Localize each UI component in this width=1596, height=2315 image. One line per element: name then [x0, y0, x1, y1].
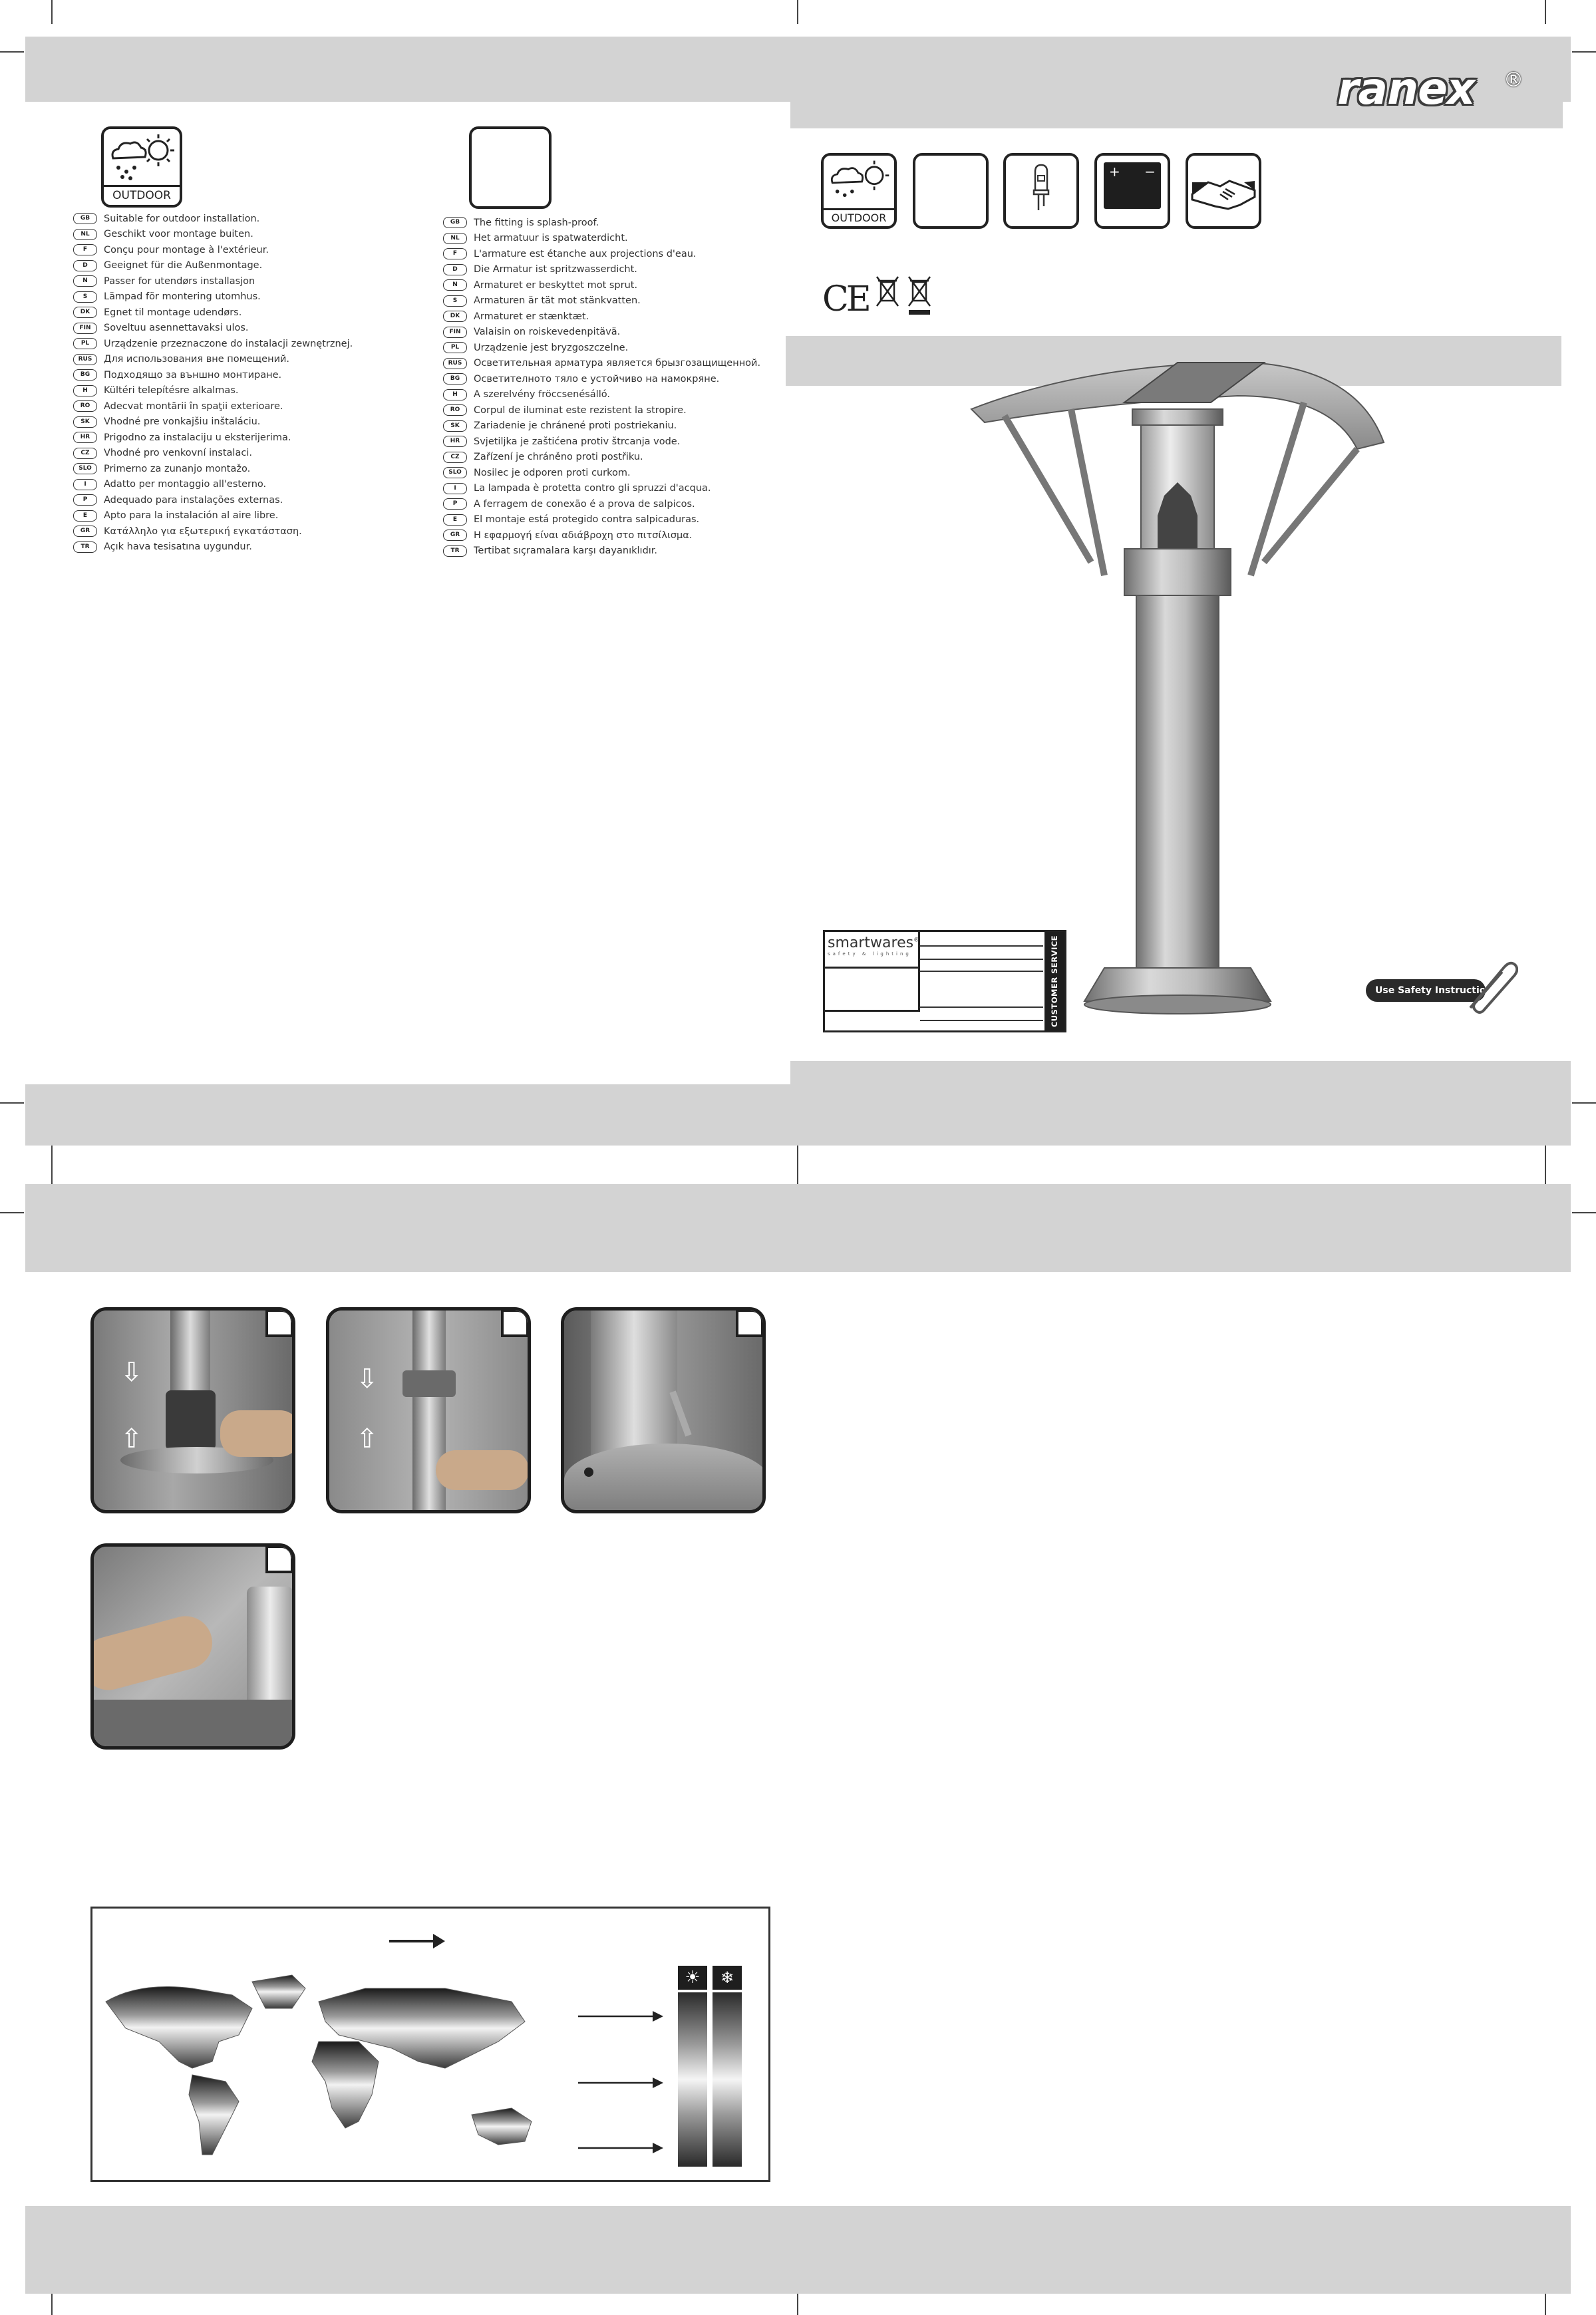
- country-code-badge: D: [73, 260, 97, 271]
- crop-mark: [1545, 0, 1546, 24]
- language-row: [443, 277, 760, 293]
- language-row: [73, 524, 353, 540]
- language-text: Geeignet für die Außenmontage.: [104, 260, 263, 271]
- customer-service-card: [823, 930, 1066, 1032]
- crop-mark: [1545, 2291, 1546, 2315]
- language-row: [443, 450, 760, 466]
- language-text: Vhodné pro venkovní instalaci.: [104, 448, 252, 459]
- country-code-badge: RO: [443, 404, 467, 416]
- language-row: [73, 477, 353, 493]
- country-code-badge: NL: [443, 233, 467, 244]
- country-code-badge: F: [443, 248, 467, 259]
- registered-mark: ®: [1504, 69, 1523, 92]
- country-code-badge: RUS: [73, 354, 97, 365]
- world-map: [99, 1968, 565, 2175]
- country-code-badge: I: [73, 479, 97, 490]
- language-row: [73, 461, 353, 477]
- weather-icon: [824, 157, 894, 206]
- language-text: Осветительная арматура является брызгозащищенной.: [474, 358, 761, 369]
- language-text: Nosilec je odporen proti curkom.: [474, 467, 631, 478]
- customer-service-side-label: CUSTOMER SERVICE: [1044, 932, 1064, 1030]
- country-code-badge: N: [73, 275, 97, 287]
- country-code-badge: SK: [443, 420, 467, 432]
- smartwares-tagline: safety & lighting: [828, 951, 911, 957]
- language-text: Conçu pour montage à l'extérieur.: [104, 244, 269, 255]
- language-text: Kültéri telepítésre alkalmas.: [104, 385, 239, 396]
- language-row: [443, 496, 760, 512]
- crop-mark: [1572, 51, 1596, 53]
- step-4-image: [90, 1543, 295, 1750]
- language-row: [443, 293, 760, 309]
- language-row: [443, 402, 760, 418]
- language-text: Armaturet er stænktæt.: [474, 311, 589, 322]
- step-2-number: [501, 1309, 529, 1337]
- cs-logo-divider: [825, 967, 918, 969]
- country-code-badge: NL: [73, 229, 97, 240]
- language-text: La lampada è protetta contro gli spruzzi d'acqua.: [474, 483, 711, 494]
- weee-bar-icon: [907, 274, 931, 317]
- arrow-icon: [578, 2008, 665, 2024]
- language-text: A ferragem de conexão é a prova de salpicos.: [474, 498, 695, 510]
- country-code-badge: P: [443, 498, 467, 510]
- footer-band-cover: [790, 1061, 1571, 1088]
- language-row: [443, 465, 760, 481]
- language-text: Adequado para instalações externas.: [104, 494, 283, 506]
- language-row: [443, 434, 760, 450]
- language-text: Prigodno za instalaciju u eksterijerima.: [104, 432, 291, 443]
- language-text: Осветителното тяло е устойчиво на намокряне.: [474, 373, 720, 385]
- language-text: Suitable for outdoor installation.: [104, 213, 260, 224]
- language-row: [73, 211, 353, 227]
- country-code-badge: H: [73, 385, 97, 396]
- page2-footer-band: [25, 2206, 1571, 2294]
- language-row: [443, 262, 760, 278]
- handshake-icon: [1186, 153, 1261, 229]
- crop-mark: [1572, 1102, 1596, 1104]
- country-code-badge: FIN: [73, 323, 97, 334]
- language-text: Urządzenie przeznaczone do instalacji zewnętrznej.: [104, 338, 353, 349]
- language-text: Corpul de iluminat este rezistent la stropire.: [474, 404, 687, 416]
- battery-body: [1104, 162, 1161, 209]
- language-row: [73, 227, 353, 243]
- language-text: El montaje está protegido contra salpicaduras.: [474, 514, 700, 526]
- snowflake-icon: ❄: [713, 1966, 742, 1990]
- country-code-badge: HR: [73, 432, 97, 443]
- outdoor-icon-label: OUTDOOR: [104, 185, 180, 202]
- country-code-badge: E: [73, 510, 97, 522]
- language-text: Die Armatur ist spritzwasserdicht.: [474, 264, 637, 275]
- country-code-badge: HR: [443, 436, 467, 447]
- language-text: Açık hava tesisatına uygundur.: [104, 541, 252, 553]
- language-row: [73, 336, 353, 352]
- country-code-badge: CZ: [73, 448, 97, 459]
- smartwares-logo: smartwares®: [828, 935, 920, 951]
- country-code-badge: SLO: [443, 467, 467, 478]
- language-row: [73, 242, 353, 258]
- crop-mark: [797, 2291, 798, 2315]
- language-row: [73, 258, 353, 274]
- language-text: Svjetiljka je zaštićena protiv štrcanja vode.: [474, 436, 681, 447]
- weather-icon: [104, 130, 180, 184]
- arrow-icon: [578, 2075, 665, 2091]
- language-row: [443, 309, 760, 325]
- language-row: [73, 446, 353, 462]
- country-code-badge: SLO: [73, 463, 97, 474]
- direction-arrow-icon: [389, 1931, 445, 1951]
- language-text: L'armature est étanche aux projections d'eau.: [474, 248, 697, 259]
- country-code-badge: SK: [73, 416, 97, 428]
- winter-gradient-bar: [713, 1992, 742, 2167]
- language-text: Passer for utendørs installasjon: [104, 275, 255, 287]
- country-code-badge: RO: [73, 400, 97, 412]
- splash-proof-languages-list: [443, 215, 760, 559]
- language-row: [73, 321, 353, 337]
- language-row: [443, 215, 760, 231]
- splash-proof-icon: [469, 126, 552, 209]
- country-code-badge: I: [443, 483, 467, 494]
- language-text: Apto para la instalación al aire libre.: [104, 510, 279, 522]
- language-row: [73, 414, 353, 430]
- crop-mark: [1572, 1212, 1596, 1213]
- country-code-badge: PL: [443, 342, 467, 353]
- crop-mark: [51, 0, 53, 24]
- country-code-badge: GR: [443, 530, 467, 541]
- language-row: [443, 387, 760, 403]
- country-code-badge: TR: [73, 541, 97, 553]
- crop-mark: [797, 0, 798, 24]
- language-row: [443, 543, 760, 559]
- battery-plus: +: [1109, 164, 1120, 180]
- country-code-badge: DK: [443, 311, 467, 322]
- battery-icon: [1094, 153, 1170, 229]
- language-row: [73, 492, 353, 508]
- crop-mark: [0, 1102, 24, 1104]
- outdoor-icon-label: OUTDOOR: [824, 208, 894, 224]
- language-text: Adatto per montaggio all'esterno.: [104, 479, 267, 490]
- language-text: Primerno za zunanjo montažo.: [104, 463, 251, 474]
- footer-band: [25, 1084, 1571, 1146]
- language-text: Armaturet er beskyttet mot sprut.: [474, 279, 638, 291]
- language-row: [443, 371, 760, 387]
- logo-wordmark: ranex: [1337, 63, 1475, 114]
- led-icon: [1003, 153, 1079, 229]
- splash-proof-icon: [913, 153, 989, 229]
- language-row: [73, 398, 353, 414]
- outdoor-icon: [821, 153, 897, 229]
- language-text: Adecvat montării în spaţii exterioare.: [104, 400, 283, 412]
- language-row: [73, 383, 353, 399]
- country-code-badge: S: [73, 291, 97, 303]
- step-1-number: [265, 1309, 293, 1337]
- language-row: [443, 528, 760, 543]
- paperclip-icon: [1464, 955, 1518, 1014]
- language-text: Egnet til montage udendørs.: [104, 307, 242, 318]
- language-row: [443, 512, 760, 528]
- language-text: Κατάλληλο για εξωτερική εγκατάσταση.: [104, 526, 302, 537]
- step-3-image: [561, 1307, 766, 1513]
- ce-mark: CE: [822, 279, 869, 319]
- language-row: [73, 508, 353, 524]
- language-row: [443, 418, 760, 434]
- handshake-graphic: [1188, 156, 1259, 226]
- step-3-number: [736, 1309, 764, 1337]
- language-text: Het armatuur is spatwaterdicht.: [474, 233, 628, 244]
- language-text: Zařízení je chráněno proti postřiku.: [474, 452, 643, 463]
- country-code-badge: BG: [73, 369, 97, 381]
- language-row: [73, 305, 353, 321]
- weee-icon: [876, 274, 899, 309]
- cs-bottom-left: [825, 1010, 918, 1012]
- country-code-badge: N: [443, 279, 467, 291]
- language-text: Для использования вне помещений.: [104, 354, 290, 365]
- ranex-logo: [1337, 63, 1523, 116]
- sun-icon: ☀: [678, 1966, 707, 1990]
- language-row: [443, 231, 760, 247]
- language-text: Zariadenie je chránené proti postriekaniu.: [474, 420, 677, 432]
- outdoor-icon: [101, 126, 182, 208]
- country-code-badge: GB: [443, 217, 467, 228]
- step-1-image: ⇩ ⇧: [90, 1307, 295, 1513]
- language-row: [73, 430, 353, 446]
- crop-mark: [0, 51, 24, 53]
- country-code-badge: D: [443, 264, 467, 275]
- language-row: [73, 289, 353, 305]
- country-code-badge: TR: [443, 545, 467, 557]
- cs-lines: [920, 932, 1043, 1030]
- language-text: Soveltuu asennettavaksi ulos.: [104, 323, 249, 334]
- outdoor-languages-list: [73, 211, 353, 555]
- country-code-badge: E: [443, 514, 467, 526]
- language-row: [443, 246, 760, 262]
- language-row: [73, 540, 353, 555]
- step-4-number: [265, 1545, 293, 1573]
- language-row: [73, 352, 353, 368]
- crop-mark: [51, 2291, 53, 2315]
- language-row: [73, 273, 353, 289]
- country-code-badge: GB: [73, 213, 97, 224]
- language-text: A szerelvény fröccsenésálló.: [474, 389, 610, 400]
- battery-minus: −: [1144, 164, 1156, 180]
- crop-mark: [0, 1212, 24, 1213]
- step-2-image: ⇩ ⇧: [326, 1307, 531, 1513]
- language-text: Подходящо за външно монтиране.: [104, 369, 282, 381]
- country-code-badge: GR: [73, 526, 97, 537]
- language-row: [73, 367, 353, 383]
- country-code-badge: P: [73, 494, 97, 506]
- language-text: Η εφαρμογή είναι αδιάβροχη στο πιτσίλισμα.: [474, 530, 693, 541]
- country-code-badge: H: [443, 389, 467, 400]
- led-bulb-icon: [1006, 156, 1076, 226]
- country-code-badge: RUS: [443, 358, 467, 369]
- language-text: The fitting is splash-proof.: [474, 217, 599, 228]
- language-row: [443, 481, 760, 497]
- climate-map-panel: [90, 1907, 770, 2182]
- country-code-badge: BG: [443, 373, 467, 385]
- safety-instructions-tag: Use Safety Instructions: [1366, 979, 1486, 1002]
- country-code-badge: PL: [73, 338, 97, 349]
- country-code-badge: S: [443, 295, 467, 307]
- language-row: [443, 356, 760, 372]
- language-text: Geschikt voor montage buiten.: [104, 229, 253, 240]
- language-text: Armaturen är tät mot stänkvatten.: [474, 295, 641, 307]
- country-code-badge: DK: [73, 307, 97, 318]
- language-row: [443, 325, 760, 341]
- cs-logo-area: [825, 932, 920, 1012]
- country-code-badge: F: [73, 244, 97, 255]
- arrow-icon: [578, 2140, 665, 2156]
- summer-gradient-bar: [678, 1992, 707, 2167]
- language-text: Vhodné pre vonkajšiu inštaláciu.: [104, 416, 261, 428]
- country-code-badge: CZ: [443, 452, 467, 463]
- language-text: Lämpad för montering utomhus.: [104, 291, 261, 303]
- country-code-badge: FIN: [443, 327, 467, 338]
- language-text: Valaisin on roiskevedenpitävä.: [474, 327, 621, 338]
- language-row: [443, 340, 760, 356]
- language-text: Tertibat sıçramalara karşı dayanıklıdır.: [474, 545, 658, 557]
- page2-header-band: [25, 1184, 1571, 1272]
- language-text: Urządzenie jest bryzgoszczelne.: [474, 342, 629, 353]
